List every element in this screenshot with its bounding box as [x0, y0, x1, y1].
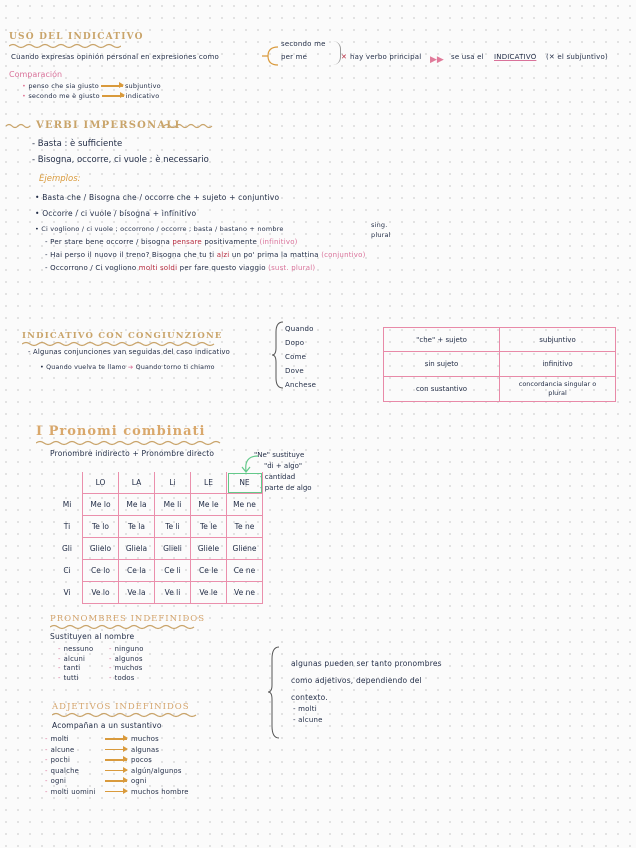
uso-brace [332, 41, 341, 65]
indcon-brace [271, 320, 285, 390]
row-header: Ti [63, 522, 71, 531]
list-item: - nessuno [58, 645, 94, 653]
verbi-s3 [45, 264, 315, 272]
table-cell: Me ne [227, 494, 263, 516]
ne-arrow-icon [238, 452, 260, 474]
table-cell: Ce lo [83, 560, 119, 582]
arrow-right-icon: ➔ [127, 364, 134, 371]
s3-a: - Occorrono / Ci vogliono [45, 264, 137, 272]
table-row [384, 352, 616, 377]
comp-row-1: • penso che sia giusto subjuntivo [22, 82, 161, 90]
comp-row-2: • secondo me è giusto indicativo [22, 92, 160, 100]
s1-red: pensare [172, 238, 202, 246]
comp2-a: secondo me è giusto [28, 92, 100, 100]
table-cell: Ve ne [227, 582, 263, 604]
indef-note [291, 655, 442, 706]
indef-left-item: nessuno [63, 645, 94, 653]
table-row [52, 560, 263, 582]
ne-1: "di + algo" [264, 462, 303, 470]
verbi-l2: - Bisogna, occorre, ci vuole : è necessario [32, 155, 209, 165]
pron-underline [36, 440, 224, 446]
list-item: - alcune algunas [45, 745, 160, 754]
verbi-s2 [45, 251, 366, 259]
verbi-s1 [45, 238, 298, 246]
adj-it: molti uomini [50, 787, 96, 796]
indef-left-item: tutti [63, 673, 79, 682]
adj-it: pochi [50, 756, 71, 764]
indcon-l2a: • Quando vuelva te llamo [40, 364, 126, 371]
conj-item: Dove [285, 367, 304, 375]
note-line: como adjetivos, dependiendo del [291, 676, 422, 685]
table-row [52, 494, 263, 516]
list-item: - algunos [109, 654, 143, 663]
list-item: - muchos [109, 664, 143, 672]
table-cell: infinitivo [500, 352, 616, 377]
verbi-e3-note2: plural [371, 231, 391, 239]
adj-underline [52, 712, 200, 718]
table-cell: Ce le [191, 560, 227, 582]
table-cell: Ve la [119, 582, 155, 604]
indcon-title: INDICATIVO CON CONGIUNZIONE [22, 331, 223, 341]
list-item: - tanti [58, 664, 81, 672]
note-line: algunas pueden ser tanto pronombres [291, 659, 442, 668]
adj-es: algunas [131, 745, 160, 754]
indef-left-item: tanti [63, 664, 81, 672]
row-header: Mi [62, 500, 72, 509]
adj-it: alcune [50, 745, 75, 754]
table-cell: concordancia singular o plural [500, 377, 616, 402]
conj-item: Quando [285, 325, 314, 333]
note-line: contexto. [291, 693, 328, 702]
table-cell: Ve li [155, 582, 191, 604]
row-header: Ci [63, 566, 71, 575]
verbi-l1: - Basta : è sufficiente [32, 139, 123, 149]
col-header: LO [83, 472, 119, 494]
table-row [52, 516, 263, 538]
verbi-e3-note1: sing. [371, 221, 388, 229]
table-cell: Me la [119, 494, 155, 516]
table-cell: Ve lo [83, 582, 119, 604]
table-cell: con sustantivo [384, 377, 500, 402]
indcon-l2 [40, 364, 215, 371]
list-item: - qualche algún/algunos [45, 766, 182, 775]
verbi-ejemplos: Ejemplos: [39, 174, 81, 184]
s3-n: (sust. plural) [268, 264, 316, 272]
conj-item: Anchese [285, 381, 317, 389]
uso-opt2: per me [281, 53, 308, 61]
verbi-e3: • Ci vogliono / ci vuole ; occorrono / occorre ; basta / bastano + nombre [35, 225, 284, 233]
adj-sub: Acompañan a un sustantivo [52, 721, 162, 730]
table-cell: Gliela [119, 538, 155, 560]
indef-right-item: algunos [114, 654, 143, 663]
list-item: - ogni ogni [45, 777, 147, 785]
conj-item: Come [285, 353, 307, 361]
list-item: - molti muchos [45, 735, 159, 743]
table-cell: Me li [155, 494, 191, 516]
adj-it: ogni [50, 777, 67, 785]
comp-title: Comparación [9, 70, 63, 79]
arrow-icon [101, 85, 123, 87]
table-cell: sin sujeto [384, 352, 500, 377]
uso-result: hay verbo principal [350, 53, 422, 61]
indef-left-list [58, 645, 93, 683]
s2-red: alzi [216, 251, 230, 259]
pronomi-table [52, 472, 263, 604]
s2-b: un po' prima la mattina [231, 251, 319, 259]
adj-title: ADJETIVOS INDEFINIDOS [52, 702, 190, 712]
uso-result2: se usa el [451, 53, 484, 61]
verbi-title: VERBI IMPERSONALI [36, 120, 181, 131]
row-header: Gli [62, 544, 72, 553]
s2-a: - Hai perso il nuovo il treno? Bisogna che tu ti [45, 251, 215, 259]
row-header: Vi [63, 588, 71, 597]
s2-n: (conjuntivo) [321, 251, 366, 259]
indef-right-item: todos [114, 673, 135, 682]
indcon-conj-list [285, 322, 345, 392]
table-cell: Me le [191, 494, 227, 516]
uso-opt1: secondo me [281, 40, 326, 48]
adj-it: molti [50, 735, 69, 743]
adj-it: qualche [50, 766, 79, 775]
arrow-icon [102, 95, 124, 97]
table-header-row [52, 472, 263, 494]
uso-underline [9, 43, 121, 49]
table-cell: Ve le [191, 582, 227, 604]
indef-right-list [109, 645, 144, 683]
indcon-underline [22, 341, 217, 347]
corner-cell [52, 472, 83, 494]
table-cell: Te li [155, 516, 191, 538]
arrow-icon [105, 738, 127, 740]
list-item: - tutti [58, 673, 79, 682]
table-cell: Glieli [155, 538, 191, 560]
pron-subtitle: Pronombre indirecto + Pronombre directo [50, 449, 215, 458]
list-item: - todos [109, 673, 135, 682]
uso-note: (✕ el subjuntivo) [546, 53, 608, 61]
indef-right-item: muchos [114, 664, 143, 672]
indef-sub: Sustituyen al nombre [50, 632, 135, 641]
arrow-icon [105, 780, 127, 782]
table-cell: Te lo [83, 516, 119, 538]
uso-indicativo: INDICATIVO [494, 53, 537, 61]
table-cell: subjuntivo [500, 328, 616, 352]
s1-n: (infinitivo) [259, 238, 298, 246]
indef-note-examples [293, 704, 323, 726]
list-item: - pochi pocos [45, 756, 152, 764]
table-cell: Glielo [83, 538, 119, 560]
list-item: - ninguno [109, 645, 144, 653]
arrow-icon [105, 770, 127, 772]
list-item: - molti uomini muchos hombre [45, 787, 189, 796]
uso-x: ✕ [341, 53, 348, 61]
conj-item: Dopo [285, 339, 305, 347]
arrow-icon [105, 749, 127, 751]
table-cell: Te ne [227, 516, 263, 538]
adj-es: algún/algunos [131, 766, 182, 775]
indef-left-item: alcuni [63, 654, 86, 663]
s1-a: - Per stare bene occorre / bisogna [45, 238, 170, 246]
indef-underline [50, 624, 200, 630]
col-header: Li [155, 472, 191, 494]
ne-3: - parte de algo [260, 484, 312, 492]
ne-title: "Ne" sustituye [254, 451, 305, 459]
indef-right-item: ninguno [114, 645, 144, 653]
col-header-ne: NE [227, 472, 263, 494]
s1-b: positivamente [204, 238, 258, 246]
arrow-icon [105, 791, 127, 793]
indcon-l1: - Algunas conjunciones van seguidas del caso indicativo [28, 348, 231, 356]
table-cell: Gliene [227, 538, 263, 560]
table-row [384, 377, 616, 402]
table-cell: Gliele [191, 538, 227, 560]
indcon-l2b: Quando torno ti chiamo [135, 364, 215, 371]
uso-line: Cuando expresas opinión personal en expresiones como [11, 53, 219, 61]
note-line: - molti [293, 705, 317, 713]
table-row [384, 328, 616, 352]
arrow-icon [105, 759, 127, 761]
verbi-e2: • Occorre / ci vuole / bisogna + infinitivo [35, 209, 197, 218]
verbi-e1: • Basta che / Bisogna che / occorre che + sujeto + conjuntivo [35, 193, 280, 202]
col-header: LA [119, 472, 155, 494]
table-cell: Me lo [83, 494, 119, 516]
indef-title: PRONOMBRES INDEFINIDOS [50, 614, 206, 624]
table-row [52, 538, 263, 560]
verbi-squiggle-left [6, 123, 32, 129]
adj-es: ogni [131, 777, 147, 785]
s3-b: per fare questo viaggio [179, 264, 266, 272]
adj-es: muchos [131, 735, 159, 743]
table-cell: Ce ne [227, 560, 263, 582]
uso-branch-brace [260, 44, 280, 68]
adj-es: muchos hombre [131, 787, 189, 796]
list-item: - alcuni [58, 654, 86, 663]
table-row [52, 582, 263, 604]
uso-double-arrow-icon: ▶▶ [430, 55, 444, 65]
comp1-a: penso che sia giusto [28, 82, 99, 90]
indef-brace [267, 645, 281, 740]
table-cell: Ce li [155, 560, 191, 582]
pron-title: I Pronomi combinati [36, 424, 206, 439]
uso-title: USO DEL INDICATIVO [9, 32, 144, 42]
ne-2: - cantidad [260, 473, 296, 481]
comp1-b: subjuntivo [124, 82, 161, 90]
che-table [383, 327, 616, 402]
s3-red: molti soldi [138, 264, 178, 272]
table-cell: Ce la [119, 560, 155, 582]
adj-list [45, 734, 189, 797]
note-line: - alcune [293, 716, 323, 724]
table-cell: Te la [119, 516, 155, 538]
comp2-b: indicativo [125, 92, 160, 100]
adj-es: pocos [131, 756, 152, 764]
table-cell: "che" + sujeto [384, 328, 500, 352]
verbi-squiggle-right [164, 123, 216, 129]
table-cell: Te le [191, 516, 227, 538]
col-header: LE [191, 472, 227, 494]
